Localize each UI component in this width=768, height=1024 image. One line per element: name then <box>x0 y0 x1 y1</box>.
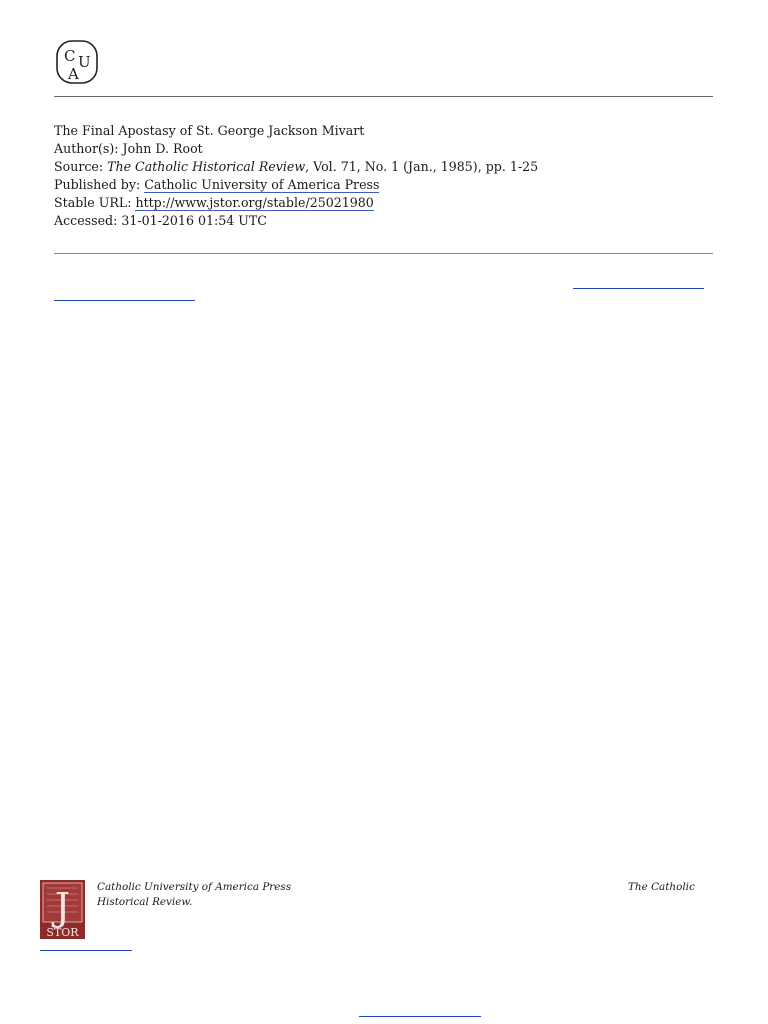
article-title: The Final Apostasy of St. George Jackson Mivart <box>54 123 365 138</box>
cua-logo <box>56 40 98 84</box>
top-divider <box>54 96 713 97</box>
author-line: Author(s): John D. Root <box>54 141 203 156</box>
publisher-line: Published by: Catholic University of America Press <box>54 177 380 192</box>
stable-url-line: Stable URL: http://www.jstor.org/stable/25021980 <box>54 195 374 210</box>
footer-journal-note: The Catholic <box>628 881 695 893</box>
source-line: Source: The Catholic Historical Review, Vol. 71, No. 1 (Jan., 1985), pp. 1-25 <box>54 159 539 174</box>
logo-letter-a: A <box>68 65 79 83</box>
middle-divider <box>54 253 713 254</box>
accessed-line: Accessed: 31-01-2016 01:54 UTC <box>54 213 267 228</box>
jstor-logo <box>40 880 85 939</box>
blank-link-4[interactable] <box>359 1016 481 1017</box>
blank-link-1[interactable] <box>573 288 704 289</box>
journal-name: The Catholic Historical Review <box>107 159 306 174</box>
publisher-link[interactable]: Catholic University of America Press <box>144 177 380 192</box>
blank-link-3[interactable] <box>40 950 132 951</box>
author-name: John D. Root <box>122 141 203 156</box>
blank-link-2[interactable] <box>54 300 195 301</box>
logo-letter-c: C <box>64 47 76 65</box>
stable-url-link[interactable]: http://www.jstor.org/stable/25021980 <box>135 195 374 210</box>
accessed-date: 31-01-2016 01:54 UTC <box>121 213 267 228</box>
citation-block <box>54 122 538 230</box>
jstor-word: STOR <box>46 926 79 939</box>
logo-letter-u: U <box>78 53 91 71</box>
jstor-letter-j: J <box>54 885 71 929</box>
footer-publisher-note: Catholic University of America Press Historical Review. <box>97 881 292 908</box>
